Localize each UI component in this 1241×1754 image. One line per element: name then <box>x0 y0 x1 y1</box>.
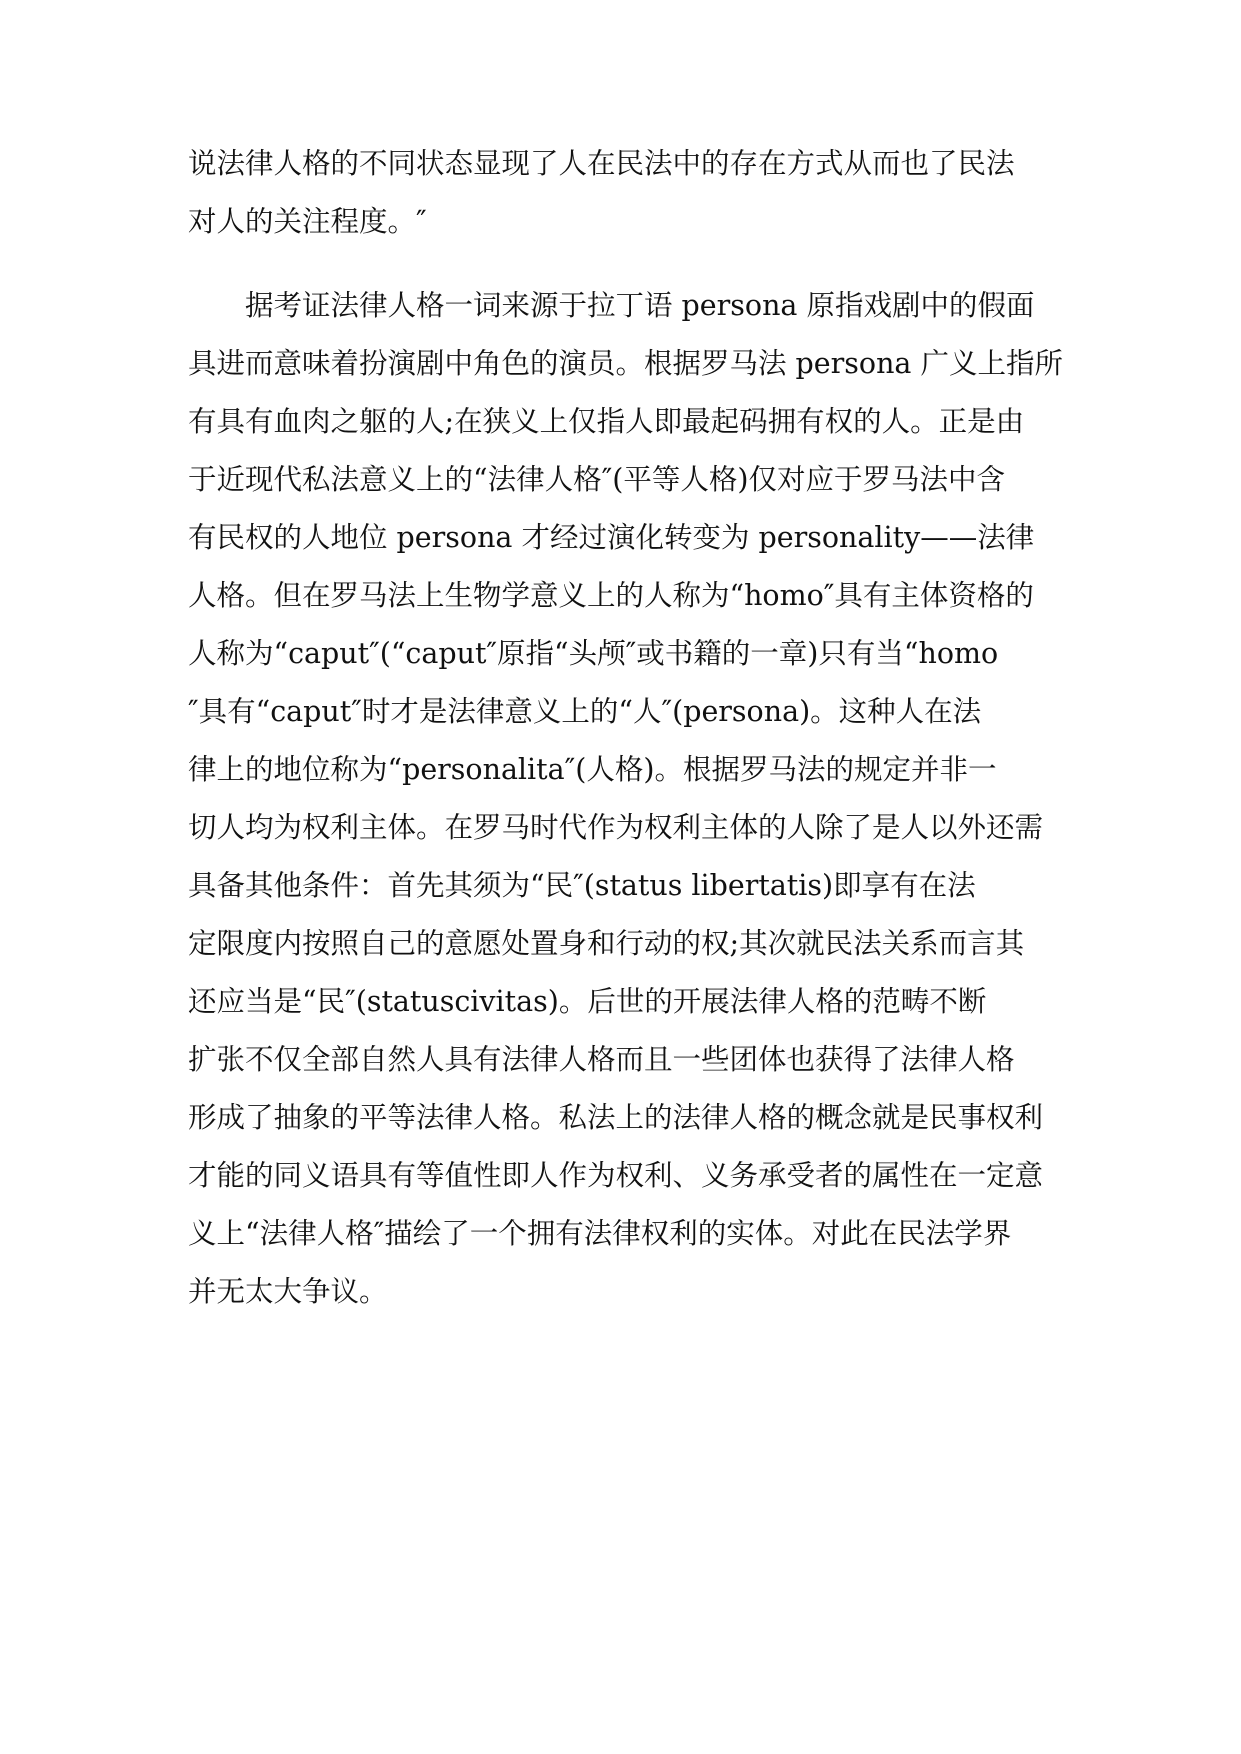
text-line: 人称为“caput″(“caput″原指“头颅″或书籍的一章)只有当“homo <box>188 637 999 670</box>
text-line: 形成了抽象的平等法律人格。私法上的法律人格的概念就是民事权利 <box>188 1101 1044 1134</box>
text-line: 还应当是“民″(statuscivitas)。后世的开展法律人格的范畴不断 <box>188 985 987 1018</box>
text-line: 定限度内按照自己的意愿处置身和行动的权;其次就民法关系而言其 <box>188 927 1025 960</box>
text-line: 有具有血肉之躯的人;在狭义上仅指人即最起码拥有权的人。正是由 <box>188 405 1025 438</box>
text-line: 据考证法律人格一词来源于拉丁语 persona 原指戏剧中的假面 <box>188 289 1035 322</box>
text-line: 切人均为权利主体。在罗马时代作为权利主体的人除了是人以外还需 <box>188 811 1044 844</box>
text-line: 于近现代私法意义上的“法律人格″(平等人格)仅对应于罗马法中含 <box>188 463 1005 496</box>
text-line: 对人的关注程度。″ <box>188 205 427 238</box>
text-line: 具备其他条件：首先其须为“民″(status libertatis)即享有在法 <box>188 869 976 902</box>
text-line: 律上的地位称为“personalita″(人格)。根据罗马法的规定并非一 <box>188 753 997 786</box>
text-line: 义上“法律人格″描绘了一个拥有法律权利的实体。对此在民法学界 <box>188 1217 1012 1250</box>
text-line: 有民权的人地位 persona 才经过演化转变为 personality——法律 <box>188 521 1035 554</box>
text-line: 扩张不仅全部自然人具有法律人格而且一些团体也获得了法律人格 <box>188 1043 1015 1076</box>
text-line: ″具有“caput″时才是法律意义上的“人″(persona)。这种人在法 <box>188 695 982 728</box>
text-line: 并无太大争议。 <box>188 1275 388 1308</box>
text-line: 说法律人格的不同状态显现了人在民法中的存在方式从而也了民法 <box>188 147 1015 180</box>
text-line: 才能的同义语具有等值性即人作为权利、义务承受者的属性在一定意 <box>188 1159 1044 1192</box>
text-line: 具进而意味着扮演剧中角色的演员。根据罗马法 persona 广义上指所 <box>188 347 1063 380</box>
text-line: 人格。但在罗马法上生物学意义上的人称为“homo″具有主体资格的 <box>188 579 1034 612</box>
